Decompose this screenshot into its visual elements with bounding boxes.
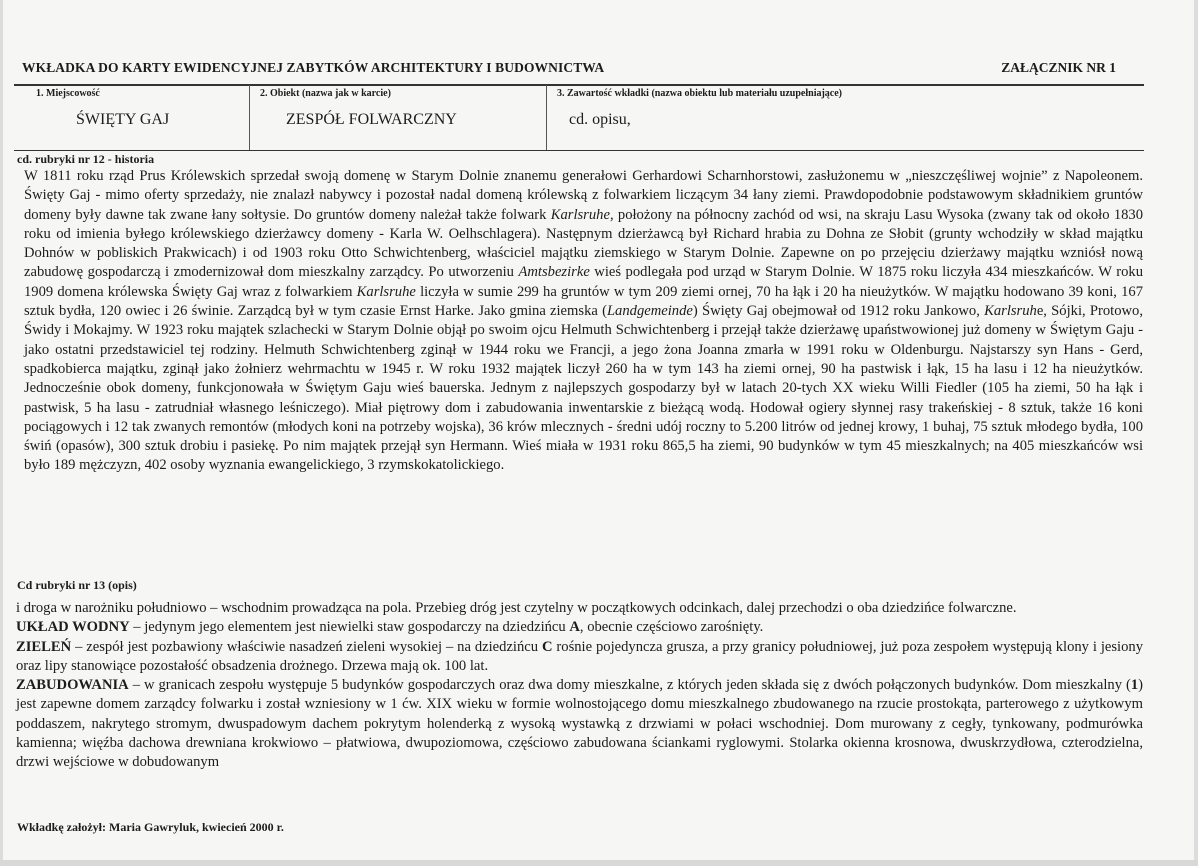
document-title: WKŁADKA DO KARTY EWIDENCYJNEJ ZABYTKÓW ARCHITEKTURY I BUDOWNICTWA	[22, 60, 605, 75]
water-label: UKŁAD WODNY	[16, 619, 130, 636]
field-contents	[546, 85, 1147, 150]
section-13-water: UKŁAD WODNY – jedynym jego elementem jest niewielki staw gospodarczy na dziedzińcu A, obecnie częściowo zarośnięty.	[16, 619, 764, 636]
buildings-label: ZABUDOWANIA	[16, 677, 129, 694]
section-13-intro: i droga w narożniku południowo – wschodnim prowadząca na pola. Przebieg dróg jest czytelny w początkowych odcinkach, dalej przechodzi o oba dziedzińce folwarczne.	[16, 600, 1017, 616]
section-13-description	[16, 599, 1143, 773]
field-locality	[14, 85, 248, 150]
section-12-heading: cd. rubryki nr 12 - historia	[17, 152, 155, 166]
field-contents-label: 3. Zawartość wkładki (nazwa obiektu lub materiału uzupełniające)	[557, 88, 843, 99]
field-locality-label: 1. Miejscowość	[36, 88, 100, 99]
field-object	[249, 85, 546, 150]
field-object-label: 2. Obiekt (nazwa jak w karcie)	[260, 88, 391, 99]
scan-edge-left	[0, 0, 3, 866]
author-footer: Wkładkę założył: Maria Gawryluk, kwiecień 2000 r.	[17, 820, 284, 834]
scan-edge-bottom	[0, 860, 1198, 866]
annex-label: ZAŁĄCZNIK NR 1	[1001, 60, 1116, 75]
section-13-buildings: ZABUDOWANIA – w granicach zespołu występuje 5 budynków gospodarczych oraz dwa domy mieszkalne, z których jeden składa się z dwóch połączonych budynków. Dom mieszkalny (1) jest zapewne domem zarządcy folwarku i został wzniesiony w 1 ćw. XIX wieku w formie wolnostojącego domu mieszkalnego zbudowanego na rzucie prostokąta, parterowego z użytkowym poddaszem, nakrytego stromym, dwuspadowym dachem pokrytym holenderką z wysoką wystawką z drzwiami w połaci wschodniej. Dom murowany z cegły, tynkowany, podmurówka kamienna; więźba dachowa drewniana krokwiowo – płatwiowa, dwupoziomowa, częściowo zabudowana ściankami ryglowymi. Stolarka okienna krosnowa, dwuskrzydłowa, czterodzielna, drzwi wejściowe w dobudowanym	[16, 677, 1143, 771]
field-object-value: ZESPÓŁ FOLWARCZNY	[286, 111, 457, 128]
fields-rule	[14, 150, 1144, 151]
field-locality-value: ŚWIĘTY GAJ	[76, 111, 170, 128]
section-12-history-text: W 1811 roku rząd Prus Królewskich sprzedał swoją domenę w Starym Dolnie znanemu generałowi Gerhardowi Scharnhorstowi, zasłużonemu w „nieszczęśliwej wojnie” z Napoleonem. Święty Gaj - mimo oferty sprzedaży, nie znalazł nabywcy i pozostał nadal domeną królewską z folwarkiem liczącym 34 łany ziemi. Prawdopodobnie podstawowym składnikiem gruntów domeny były dawne tak zwane łany sołtysie. Do gruntów domeny należał także folwark Karlsruhe, położony na północny zachód od wsi, na skraju Lasu Wysoka (zwany tak od około 1830 roku od imienia byłego królewskiego dzierżawcy domeny - Karla W. Oelhschlagera). Następnym dzierżawcą był Richard hrabia zu Dohna ze Słobit (grunty wchodziły w skład majątku Dohnów w pobliskich Prakwicach) i od 1903 roku Otto Schwichtenberg, właściciel majątku ziemskiego w Starym Dolnie. Zapewne on po przejęciu dzierżawy majątku wzniósł nową zabudowę gospodarczą i zmodernizował dom mieszkalny zarządcy. Po utworzeniu Amtsbezirke wieś podlegała pod urząd w Starym Dolnie. W 1875 roku liczyła 434 mieszkańców. W roku 1909 domena królewska Święty Gaj wraz z folwarkiem Karlsruhe liczyła w sumie 299 ha gruntów w tym 209 ziemi ornej, 70 ha łąk i 20 ha nieużytków. W majątku hodowano 39 koni, 167 sztuk bydła, 120 owiec i 26 świnie. Zarządcą był w tym czasie Ernst Harke. Jako gmina ziemska (Landgemeinde) Święty Gaj obejmował od 1912 roku Jankowo, Karlsruhe, Sójki, Protowo, Świdy i Mokajmy. W 1923 roku majątek szlachecki w Starym Dolnie objął po swoim ojcu Helmuth Schwichtenberg i przejął także dzierżawę upaństwowionej już domeny w Świętym Gaju - jako ostatni przedstawiciel tej rodziny. Helmuth Schwichtenberg zginął w 1944 roku we Francji, a jego żona Joanna zmarła w 1991 roku w Oldenburgu. Najstarszy syn Hans - Gerd, spadkobierca majątku, zginął jako żołnierz wehrmachtu w 1945 r. W roku 1932 majątek liczył 260 ha w tym 143 ha ziemi ornej, 90 ha pastwisk i łąk, 15 ha lasu i 12 ha nieużytków. Jednocześnie obok domeny, funkcjonowała w Świętym Gaju wieś bauerska. Jednym z najlepszych gospodarzy był w latach 20-tych XX wieku Willi Fiedler (105 ha ziemi, 50 ha łąk i pastwisk, 5 ha lasu - zatrudniał własnego leśniczego). Miał piętrowy dom i zabudowania inwentarskie z bieżącą wodą. Hodował ogiery słynnej rasy trakeńskiej - 8 sztuk, także 16 koni pociągowych i 12 tak zwanych remontów (młodych koni na potrzeby wojska), 36 krów mlecznych - średni udój roczny to 5.200 litrów od jednej krowy, 1 buhaj, 75 sztuk młodego bydła, 100 świń (opasów), 300 sztuk drobiu i pasiekę. Po nim majątek przejął syn Hermann. Wieś miała w 1931 roku 865,5 ha ziemi, 90 budynków w tym 45 mieszkalnych; na 405 mieszkańców wsi było 189 mężczyzn, 402 osoby wyznania ewangelickiego, 3 rzymskokatolickiego.	[24, 168, 1144, 474]
section-13-greenery: ZIELEŃ – zespół jest pozbawiony właściwie nasadzeń zieleni wysokiej – na dziedzińcu C rośnie pojedyncza grusza, a przy granicy południowej, już poza zespołem występują klony i jesiony oraz lipy stanowiące pozostałość obsadzenia drożnego. Drzewa mają ok. 100 lat.	[16, 638, 1144, 674]
section-13-heading: Cd rubryki nr 13 (opis)	[17, 578, 137, 592]
scan-edge-right	[1194, 0, 1198, 866]
greenery-label: ZIELEŃ	[16, 638, 72, 655]
field-contents-value: cd. opisu,	[569, 111, 631, 128]
